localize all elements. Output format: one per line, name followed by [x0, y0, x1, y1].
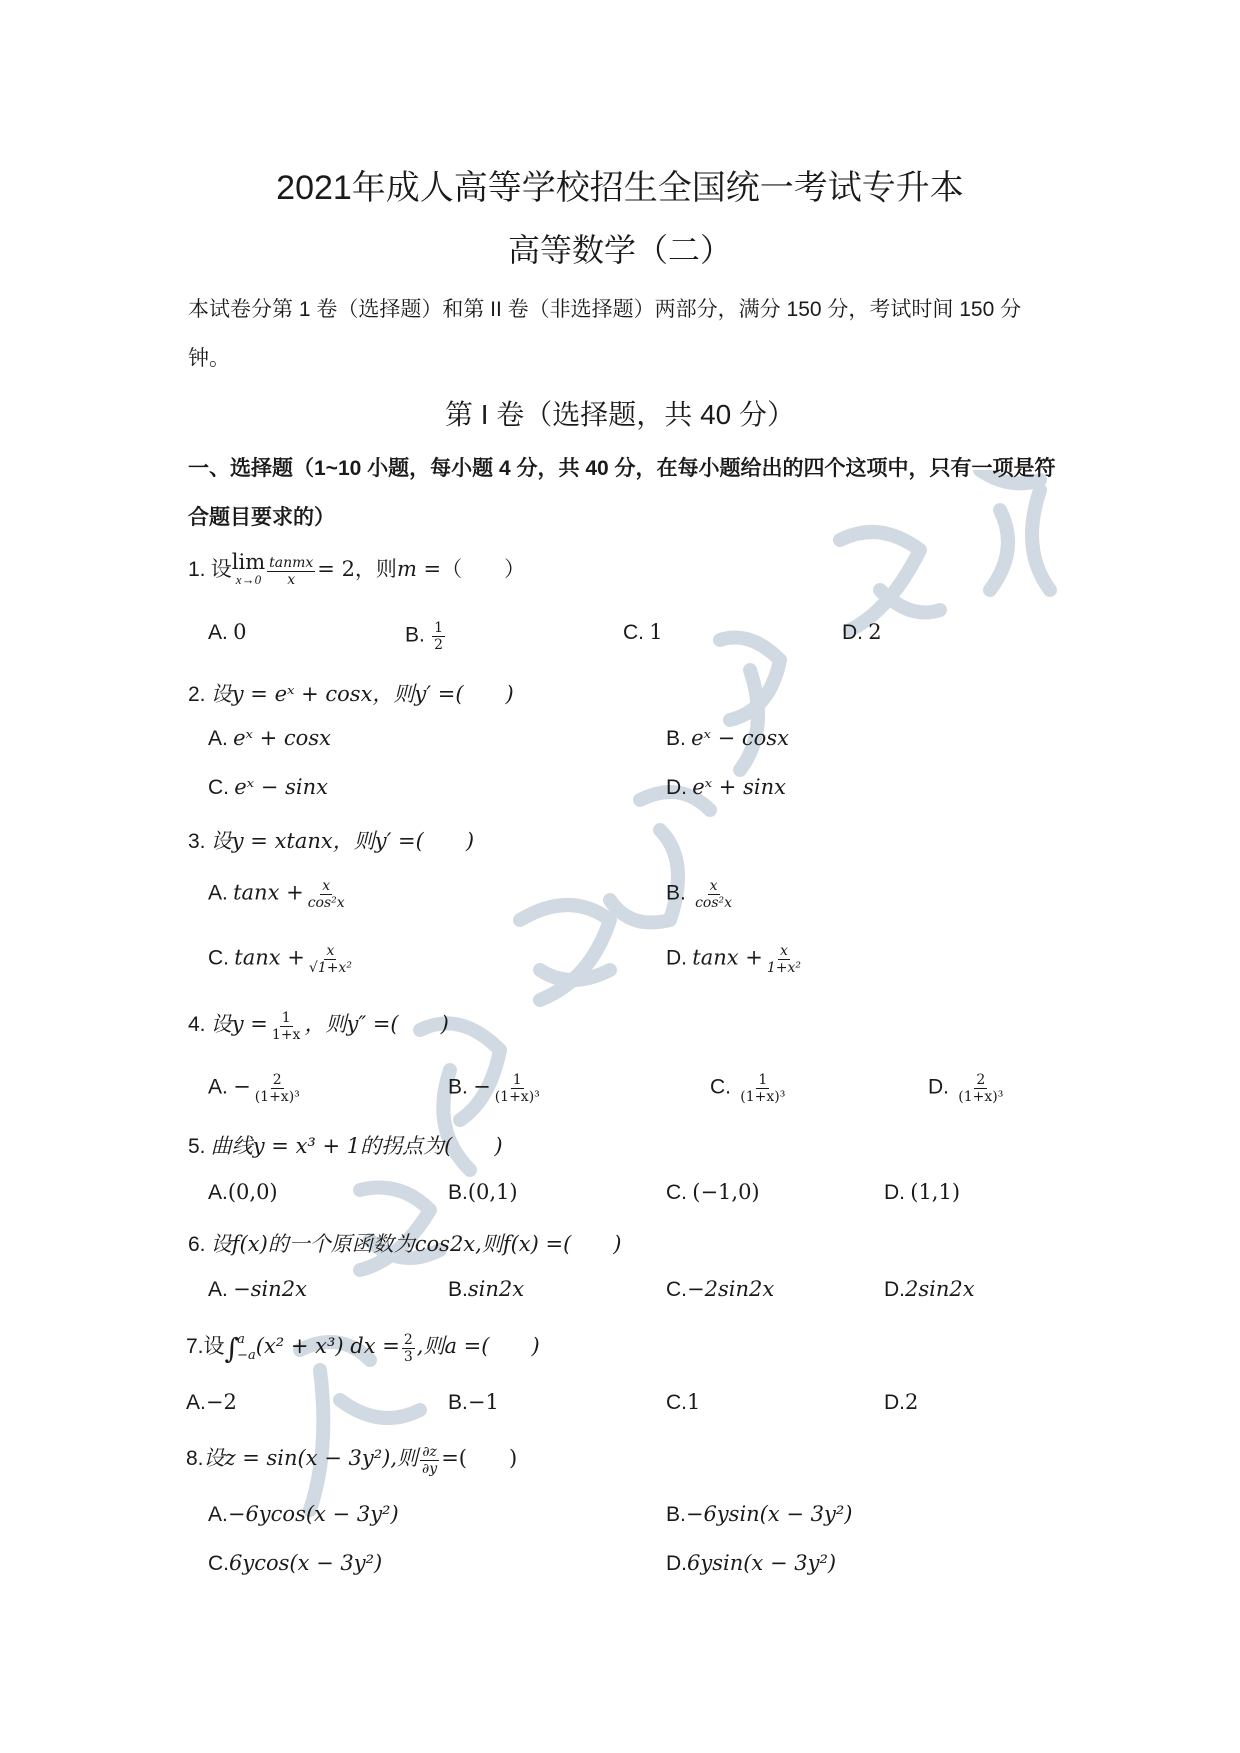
exam-subtitle: 高等数学（二） — [507, 232, 732, 268]
q8-option-b: B.−6ysin(x − 3y²) — [666, 1502, 853, 1526]
q6-option-d: D.2sin2x — [884, 1277, 975, 1301]
q7-option-c: C.1 — [666, 1390, 701, 1414]
q5-option-d: D. (1,1) — [884, 1180, 961, 1204]
q2-option-b: B. eˣ − cosx — [666, 726, 789, 750]
q4-option-c: C. $\frac{1}{\text{(1+x)³}}$ — [710, 1072, 786, 1105]
question-7: 7.设 ∫ a −a (x² + x³) dx = $\frac{2}{3}$ ,则a =( ) — [186, 1331, 540, 1365]
q7-option-b: B.−1 — [448, 1390, 499, 1414]
q2-option-d: D. eˣ + sinx — [666, 775, 786, 799]
q4-option-d: D. $\frac{2}{\text{(1+x)³}}$ — [928, 1072, 1004, 1105]
q5-option-b: B.(0,1) — [448, 1180, 518, 1204]
q1-option-d: D. 2 — [842, 620, 882, 644]
q3-option-b: B. $\frac{x}{\text{cos²x}}$ — [666, 878, 733, 911]
question-1: 1. 设 lim x→0 $\frac{\text{tanmx}}{x}$ = 2，则m =（ ） — [188, 550, 526, 588]
question-number: 1. — [188, 558, 206, 581]
limit-operator: lim x→0 — [231, 550, 266, 588]
question-4: 4. 设y = $\frac{1}{1+x}$ ，则y″ =( ) — [188, 1009, 449, 1043]
q3-option-c: C. tanx + $\frac{x}{\text{√1+x²}}$ — [208, 943, 352, 976]
exam-intro: 本试卷分第 1 卷（选择题）和第 II 卷（非选择题）两部分，满分 150 分，考试时间 150 分钟。 — [188, 298, 1022, 370]
question-3: 3. 设y = xtanx，则y′ =( ) — [188, 829, 475, 853]
q8-option-d: D.6ysin(x − 3y²) — [666, 1551, 837, 1575]
integral-sign: ∫ a −a — [224, 1331, 256, 1365]
q3-option-d: D. tanx + $\frac{x}{\text{1+x²}}$ — [666, 943, 802, 976]
q4-option-a: A. − $\frac{2}{\text{(1+x)³}}$ — [208, 1072, 300, 1105]
q6-option-b: B.sin2x — [448, 1277, 525, 1301]
q2-option-a: A. eˣ + cosx — [208, 726, 331, 750]
q6-option-a: A. −sin2x — [208, 1277, 307, 1301]
q7-option-a: A.−2 — [186, 1390, 237, 1414]
q5-option-c: C. (−1,0) — [666, 1180, 760, 1204]
question-2: 2. 设y = eˣ + cosx，则y′ =( ) — [188, 682, 514, 706]
q6-option-c: C.−2sin2x — [666, 1277, 775, 1301]
question-8: 8.设z = sin(x − 3y²),则 $\frac{\partial z}{\partial y}$ =( ) — [186, 1443, 518, 1477]
q2-option-c: C. eˣ − sinx — [208, 775, 328, 799]
q4-option-b: B. − $\frac{1}{\text{(1+x)³}}$ — [448, 1072, 540, 1105]
exam-title: 2021年成人高等学校招生全国统一考试专升本 — [276, 169, 964, 207]
q1-option-a: A. 0 — [208, 620, 247, 644]
question-5: 5. 曲线y = x³ + 1的拐点为( ) — [188, 1134, 503, 1158]
q8-option-a: A.−6ycos(x − 3y²) — [208, 1502, 399, 1526]
q8-option-c: C.6ycos(x − 3y²) — [208, 1551, 383, 1575]
q3-option-a: A. tanx + $\frac{x}{\text{cos²x}}$ — [208, 878, 345, 911]
question-6: 6. 设f(x)的一个原函数为cos2x,则f(x) =( ) — [188, 1232, 622, 1256]
fraction: $\frac{\text{tanmx}}{x}$ — [269, 554, 314, 588]
q5-option-a: A.(0,0) — [208, 1180, 278, 1204]
q1-option-b: B. $\frac{1}{2}$ — [405, 620, 444, 653]
section-title: 第 I 卷（选择题，共 40 分） — [444, 399, 796, 430]
section-heading: 一、选择题（1~10 小题，每小题 4 分，共 40 分，在每小题给出的四个这项中，只有一项是符合题目要求的） — [188, 457, 1056, 529]
q1-option-c: C. 1 — [623, 620, 663, 644]
q7-option-d: D.2 — [884, 1390, 919, 1414]
